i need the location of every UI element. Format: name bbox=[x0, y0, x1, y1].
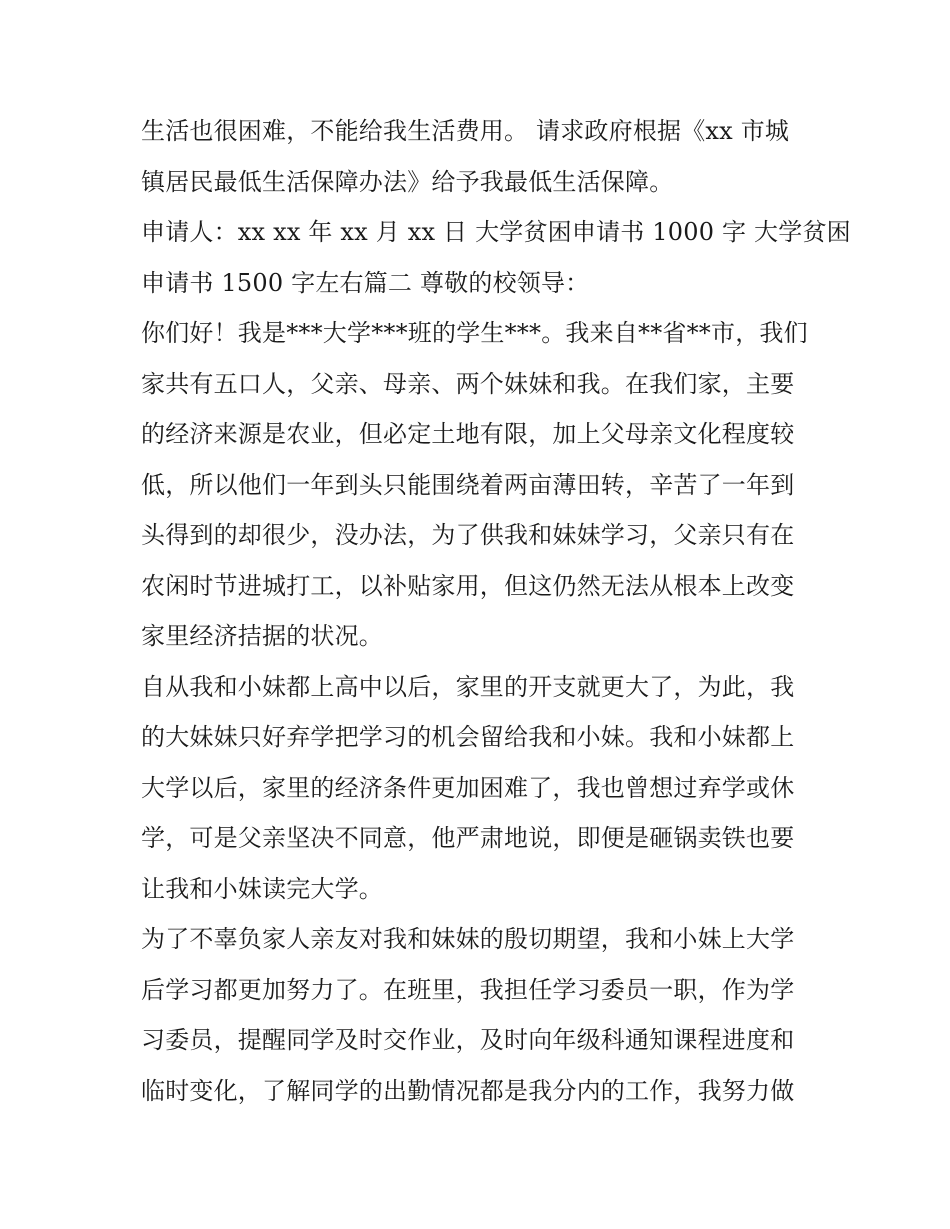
text-line: 的大妹妹只好弃学把学习的机会留给我和小妹。我和小妹都上 bbox=[141, 723, 795, 751]
text-line: 习委员，提醒同学及时交作业，及时向年级科通知课程进度和 bbox=[141, 1026, 795, 1054]
text-line: 生活也很困难，不能给我生活费用。 请求政府根据《xx 市城 bbox=[141, 117, 790, 145]
text-line: 镇居民最低生活保障办法》给予我最低生活保障。 bbox=[141, 167, 674, 196]
text-line: 大学以后，家里的经济条件更加困难了，我也曾想过弃学或休 bbox=[141, 773, 795, 802]
text-line: 为了不辜负家人亲友对我和妹妹的殷切期望，我和小妹上大学 bbox=[141, 925, 795, 953]
text-line: 申请人：xx xx 年 xx 月 xx 日 大学贫困申请书 1000 字 大学贫困 bbox=[141, 218, 851, 246]
paragraph-application-request bbox=[141, 106, 821, 207]
paragraph-sister-sacrifice bbox=[141, 662, 821, 915]
text-line: 的经济来源是农业，但必定土地有限，加上父母亲文化程度较 bbox=[141, 420, 795, 448]
paragraph-study-effort bbox=[141, 914, 821, 1116]
text-line: 家共有五口人，父亲、母亲、两个妹妹和我。在我们家，主要 bbox=[141, 369, 795, 398]
paragraph-applicant-signature bbox=[141, 207, 851, 308]
document-body bbox=[141, 106, 851, 1116]
text-line: 家里经济拮据的状况。 bbox=[141, 622, 383, 650]
text-line: 自从我和小妹都上高中以后，家里的开支就更大了，为此，我 bbox=[141, 672, 795, 701]
text-line: 头得到的却很少，没办法，为了供我和妹妹学习，父亲只有在 bbox=[141, 521, 795, 549]
text-line: 低，所以他们一年到头只能围绕着两亩薄田转，辛苦了一年到 bbox=[141, 470, 795, 499]
text-line: 你们好！我是***大学***班的学生***。我来自**省**市，我们 bbox=[141, 319, 808, 347]
text-line: 后学习都更加努力了。在班里，我担任学习委员一职，作为学 bbox=[141, 975, 795, 1004]
text-line: 农闲时节进城打工，以补贴家用，但这仍然无法从根本上改变 bbox=[141, 571, 795, 600]
text-line: 临时变化，了解同学的出勤情况都是我分内的工作，我努力做 bbox=[141, 1076, 795, 1105]
text-line: 申请书 1500 字左右篇二 尊敬的校领导： bbox=[141, 268, 590, 297]
text-line: 学，可是父亲坚决不同意，他严肃地说，即便是砸锅卖铁也要 bbox=[141, 824, 795, 852]
paragraph-family-background bbox=[141, 308, 821, 662]
text-line: 让我和小妹读完大学。 bbox=[141, 874, 383, 903]
